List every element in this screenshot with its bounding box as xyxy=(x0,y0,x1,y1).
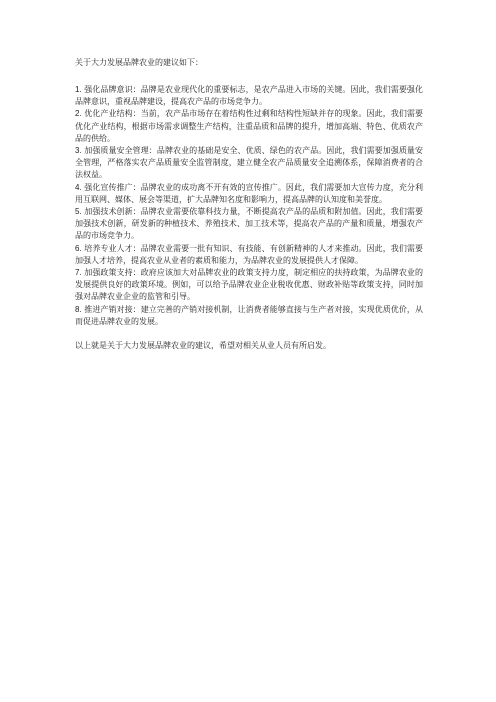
list-item xyxy=(75,243,423,267)
item-number: 6. xyxy=(75,243,82,253)
closing-paragraph: 以上就是关于大力发展品牌农业的建议，希望对相关从业人员有所启发。 xyxy=(75,341,331,351)
list-item xyxy=(75,84,423,108)
item-text: 强化宣传推广：品牌农业的成功离不开有效的宣传推广。因此，我们需要加大宣传力度，充分利用互联网、媒体、展会等渠道，扩大品牌知名度和影响力，提高品牌的认知度和美誉度。 xyxy=(75,182,423,204)
list-item xyxy=(75,108,423,145)
item-number: 8. xyxy=(75,304,82,314)
item-text: 优化产业结构：当前，农产品市场存在着结构性过剩和结构性短缺并存的现象。因此，我们需要优化产业结构，根据市场需求调整生产结构，注重品质和品牌的提升，增加高端、特色、优质农产品的供给。 xyxy=(75,109,423,143)
list-item xyxy=(75,182,423,206)
item-text: 加强政策支持：政府应该加大对品牌农业的政策支持力度，制定相应的扶持政策，为品牌农业的发展提供良好的政策环境。例如，可以给予品牌农业企业税收优惠、财政补贴等政策支持，同时加强对品牌农业企业的监管和引导。 xyxy=(75,268,423,302)
item-number: 1. xyxy=(75,85,82,94)
item-text: 强化品牌意识：品牌是农业现代化的重要标志，是农产品进入市场的关键。因此，我们需要强化品牌意识，重视品牌建设，提高农产品的市场竞争力。 xyxy=(75,85,423,107)
list-item xyxy=(75,206,423,243)
item-number: 4. xyxy=(75,182,82,192)
list-item xyxy=(75,145,423,182)
item-number: 2. xyxy=(75,109,82,119)
item-text: 培养专业人才：品牌农业需要一批有知识、有技能、有创新精神的人才来推动。因此，我们需要加强人才培养，提高农业从业者的素质和能力，为品牌农业的发展提供人才保障。 xyxy=(75,243,423,265)
document-body xyxy=(75,57,423,352)
list-item xyxy=(75,304,423,328)
list-item xyxy=(75,267,423,304)
item-text: 加强质量安全管理：品牌农业的基础是安全、优质、绿色的农产品。因此，我们需要加强质量安全管理，严格落实农产品质量安全监管制度，建立健全农产品质量安全追溯体系，保障消费者的合法权益。 xyxy=(75,146,423,180)
item-number: 7. xyxy=(75,268,82,278)
item-number: 3. xyxy=(75,146,82,156)
item-number: 5. xyxy=(75,207,82,217)
item-text: 推进产销对接：建立完善的产销对接机制，让消费者能够直接与生产者对接，实现优质优价，从而促进品牌农业的发展。 xyxy=(75,304,423,326)
item-text: 加强技术创新：品牌农业需要依靠科技力量，不断提高农产品的品质和附加值。因此，我们需要加强技术创新，研发新的种植技术、养殖技术、加工技术等，提高农产品的产量和质量，增强农产品的市场竞争力。 xyxy=(75,207,423,241)
intro-paragraph: 关于大力发展品牌农业的建议如下： xyxy=(75,58,203,67)
